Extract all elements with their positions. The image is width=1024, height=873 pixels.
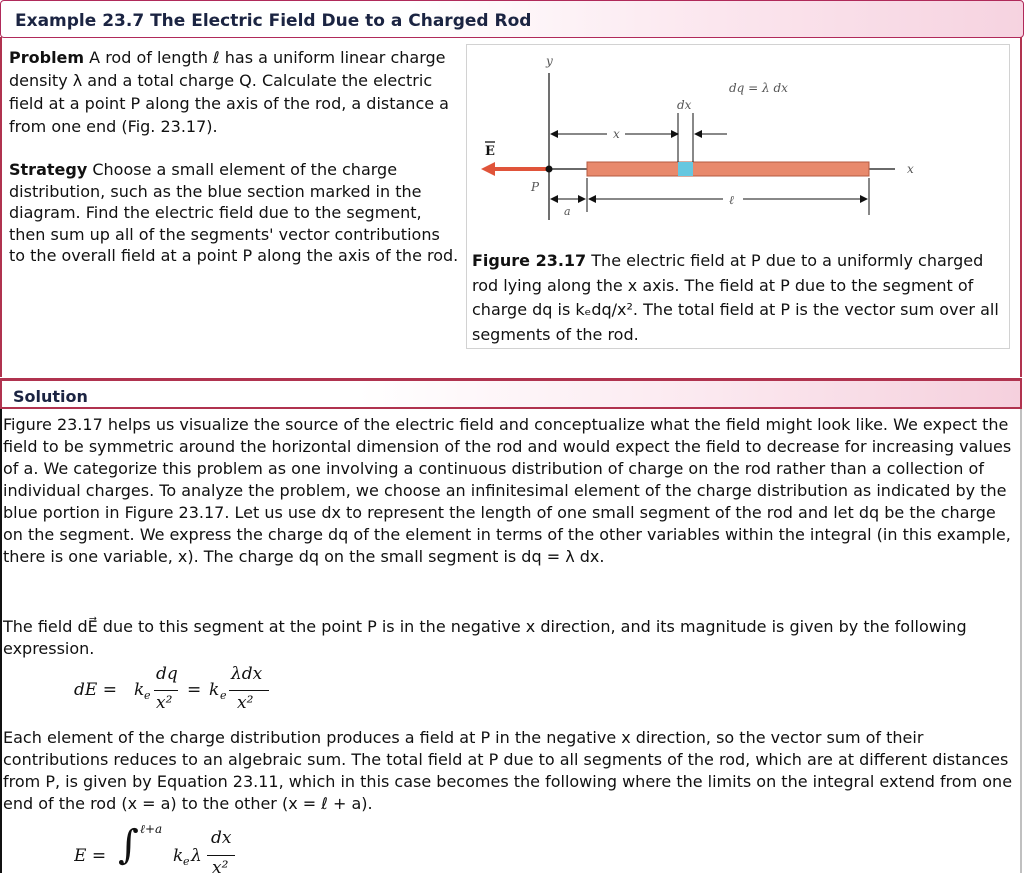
eq2-upper-limit: ℓ+a	[140, 822, 163, 836]
example-header	[0, 0, 1024, 38]
eq2-lambda: λ	[191, 846, 202, 866]
eq2-num: dx	[211, 828, 232, 848]
figure-caption-label: Figure 23.17	[472, 251, 587, 270]
eq1-e1: e	[144, 689, 151, 702]
eq1-den1: x²	[156, 693, 173, 713]
solution-paragraph-1: Figure 23.17 helps us visualize the source of the electric field and conceptualize what the field might look like. We expect the field to be symmetric around the horizontal dimension of the rod and would expect the field to decrease for increasing values of a. We categorize this problem as one involving a continuous distribution of charge on the rod rather than a collection of individual charges. To analyze the problem, we choose an infinitesimal element of the charge distribution as indicated by the blue portion in Figure 23.17. Let us use dx to represent the length of one small segment of the rod and let dq be the charge on the segment. We express the charge dq of the element in terms of the other variables within the integral (in this example, there is one variable, x). The charge dq on the small segment is dq = λ dx.	[3, 415, 1012, 566]
solution-paragraph-3: Each element of the charge distribution produces a field at P in the negative x direction, so the vector sum of their contributions reduces to an algebraic sum. The total field at P due to all segments of the rod, which are at different distances from P, is given by Equation 23.11, which in this case becomes the following where the limits on the integral extend from one end of the rod (x = a) to the other (x = ℓ + a).	[3, 728, 1013, 813]
eq1-k1: k	[134, 680, 145, 700]
solution-header	[0, 381, 1022, 409]
eq2-den: x²	[212, 858, 229, 873]
figure-caption	[472, 249, 1012, 347]
eq1-equals: =	[187, 680, 202, 700]
eq1-num1: dq	[156, 664, 178, 684]
a-label: a	[564, 205, 571, 218]
solution-title: Solution	[13, 387, 88, 406]
eq2-e: e	[183, 855, 190, 868]
eq2-integral-sign: ∫	[118, 822, 139, 868]
eq1-k2: k	[209, 680, 220, 700]
x-axis-label: x	[907, 162, 914, 176]
e-field-arrow-head	[481, 162, 495, 176]
eq1-lhs: dE =	[74, 680, 117, 700]
eq1-fraction-bar-2	[229, 690, 269, 691]
strategy-section	[9, 159, 459, 267]
point-p	[546, 166, 553, 173]
equation-e-integral	[74, 820, 274, 873]
solution-paragraph-2: The field dE⃗ due to this segment at the point P is in the negative x direction, and its magnitude is given by the following expression.	[3, 617, 967, 658]
example-title: Example 23.7 The Electric Field Due to a Charged Rod	[15, 11, 532, 31]
eq1-num2: λdx	[231, 664, 263, 684]
charged-rod-diagram	[467, 45, 1009, 245]
charge-segment-dx	[678, 162, 693, 176]
point-p-label: P	[531, 180, 540, 194]
dx-label: dx	[677, 98, 692, 112]
strategy-label: Strategy	[9, 160, 88, 179]
eq1-den2: x²	[237, 693, 254, 713]
figure-caption-text: The electric field at P due to a uniformly charged rod lying along the x axis. The field at P due to the segment of charge dq is kₑdq/x². The total field at P is the vector sum over all segments of the rod.	[472, 251, 999, 344]
problem-section	[9, 46, 459, 138]
eq2-fraction-bar	[207, 855, 235, 856]
y-axis-label: y	[546, 54, 553, 68]
dq-equation-label: dq = λ dx	[729, 81, 788, 95]
e-field-label: E	[485, 144, 495, 159]
eq2-k: k	[173, 846, 184, 866]
x-dim-label: x	[613, 127, 620, 141]
equation-de	[74, 664, 294, 716]
eq1-e2: e	[220, 689, 227, 702]
charged-rod	[587, 162, 869, 176]
strategy-text: Choose a small element of the charge distribution, such as the blue section marked in the diagram. Find the electric field due to the segment, then sum up all of the segments' vector contributions to the overall field at a point P along the axis of the rod.	[9, 160, 459, 265]
problem-label: Problem	[9, 48, 85, 67]
problem-text: A rod of length ℓ has a uniform linear charge density λ and a total charge Q. Calculate the electric field at a point P along the axis of the rod, a distance a from one end (Fig. 23.17).	[9, 48, 449, 136]
l-label: ℓ	[729, 193, 734, 207]
eq1-fraction-bar-1	[154, 690, 178, 691]
eq2-lhs: E =	[74, 846, 107, 866]
